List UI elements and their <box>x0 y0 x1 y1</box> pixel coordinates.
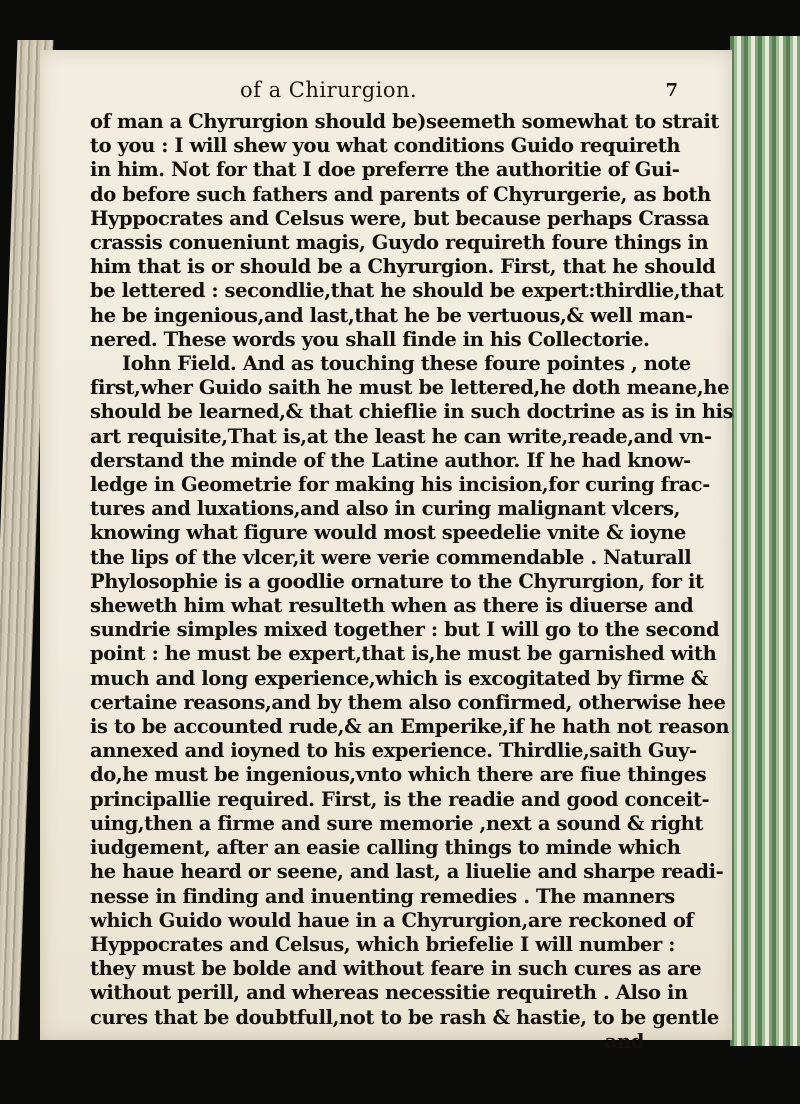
text-line: Iohn Field. And as touching these foure pointes , note <box>122 352 691 376</box>
book-page <box>40 50 734 1053</box>
text-line: nesse in finding and inuenting remedies . The manners <box>90 884 675 908</box>
text-line: he be ingenious,and last,that he be vertuous,& well man- <box>90 303 693 327</box>
text-line: do before such fathers and parents of Chyrurgerie, as both <box>90 182 711 206</box>
text-line: to you : I will shew you what conditions Guido requireth <box>90 134 681 158</box>
text-line: the lips of the vlcer,it were verie commendable . Naturall <box>90 545 692 569</box>
text-line: point : he must be expert,that is,he must be garnished with <box>90 642 717 666</box>
text-line: ledge in Geometrie for making his incision,for curing frac- <box>90 473 710 497</box>
text-line: iudgement, after an easie calling things to minde which <box>90 836 681 860</box>
text-line: cures that be doubtfull,not to be rash & hastie, to be gentle <box>90 1005 719 1029</box>
page-header <box>40 78 732 112</box>
text-line: Hyppocrates and Celsus, which briefelie I will number : <box>90 932 676 956</box>
text-line: art requisite,That is,at the least he can write,reade,and vn- <box>90 424 712 448</box>
text-line: which Guido would haue in a Chyrurgion,are reckoned of <box>90 908 694 932</box>
text-line: he haue heard or seene, and last, a liuelie and sharpe readi- <box>90 860 724 884</box>
text-line: be lettered : secondlie,that he should be expert:thirdlie,that <box>90 279 724 303</box>
running-head: of a Chirurgion. <box>240 78 418 102</box>
text-line: tures and luxations,and also in curing malignant vlcers, <box>90 497 681 521</box>
right-page-edges <box>730 36 800 1046</box>
text-line: is to be accounted rude,& an Emperike,if he hath not reason <box>90 715 730 739</box>
text-line: principallie required. First, is the readie and good conceit- <box>90 787 710 811</box>
text-line: they must be bolde and without feare in such cures as are <box>90 957 702 981</box>
text-line: sheweth him what resulteth when as there is diuerse and <box>90 594 694 618</box>
text-line: much and long experience,which is excogitated by firme & <box>90 666 708 690</box>
text-line: derstand the minde of the Latine author. If he had know- <box>90 448 691 472</box>
catchword: and <box>604 1029 644 1053</box>
text-line: uing,then a firme and sure memorie ,next a sound & right <box>90 811 703 835</box>
text-line: nered. These words you shall finde in his Collectorie. <box>90 327 650 351</box>
body-text <box>90 110 734 1054</box>
text-line: Hyppocrates and Celsus were, but because perhaps Crassa <box>90 206 709 230</box>
text-line: without perill, and whereas necessitie requireth . Also in <box>90 981 688 1005</box>
text-line: certaine reasons,and by them also confirmed, otherwise hee <box>90 690 726 714</box>
text-line: of man a Chyrurgion should be)seemeth somewhat to strait <box>90 110 719 133</box>
text-line: Phylosophie is a goodlie ornature to the Chyrurgion, for it <box>90 569 704 593</box>
text-line: annexed and ioyned to his experience. Thirdlie,saith Guy- <box>90 739 697 763</box>
text-line: first,wher Guido saith he must be lettered,he doth meane,he <box>90 376 730 400</box>
text-line: him that is or should be a Chyrurgion. First, that he should <box>90 255 716 279</box>
text-line: should be learned,& that chieflie in such doctrine as is in his <box>90 400 734 424</box>
text-line: sundrie simples mixed together : but I will go to the second <box>90 618 720 642</box>
text-line: in him. Not for that I doe preferre the authoritie of Gui- <box>90 158 680 182</box>
text-line: knowing what figure would most speedelie vnite & ioyne <box>90 521 686 545</box>
text-line: do,he must be ingenious,vnto which there are fiue thinges <box>90 763 707 787</box>
text-line: crassis conueniunt magis, Guydo requireth foure things in <box>90 231 709 255</box>
page-number: 7 <box>665 80 678 101</box>
